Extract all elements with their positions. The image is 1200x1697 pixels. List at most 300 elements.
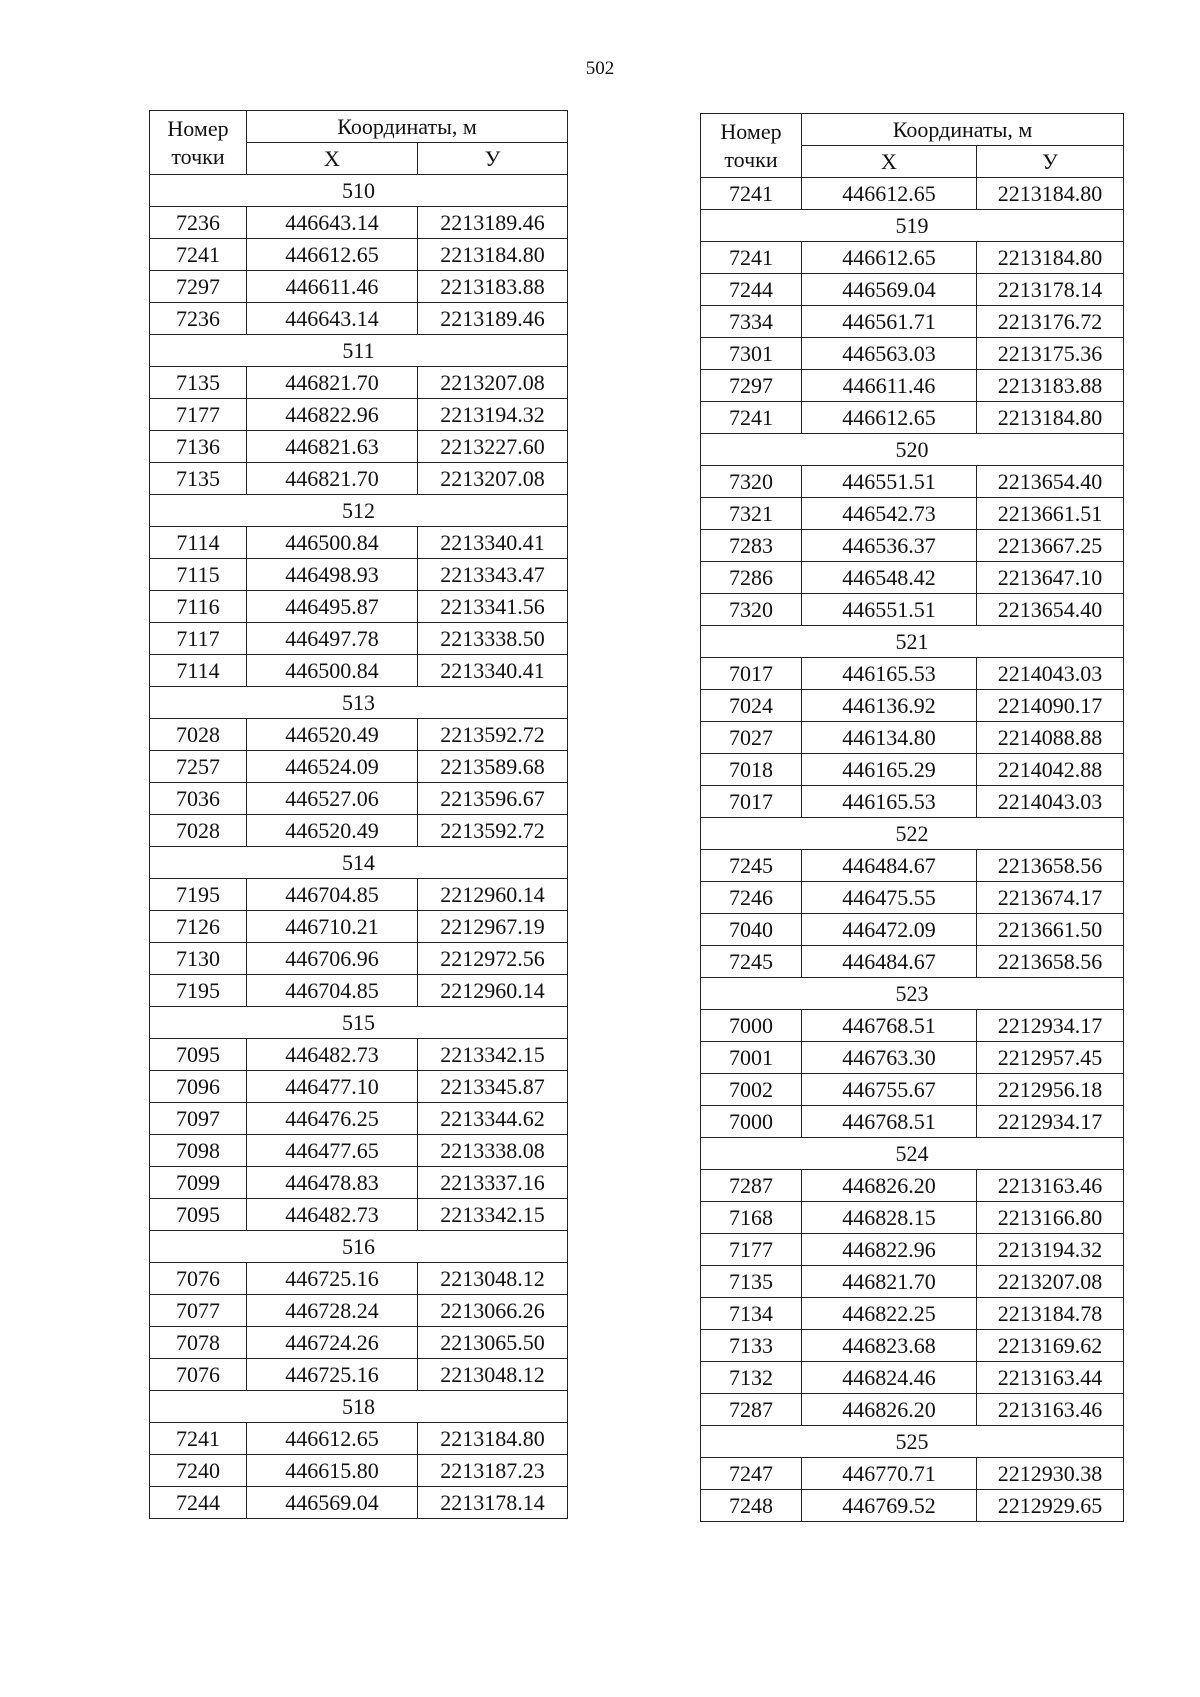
coordinates-table-left bbox=[149, 110, 568, 1519]
header-x: X bbox=[802, 146, 977, 178]
point-number-cell: 7241 bbox=[701, 242, 802, 274]
section-row bbox=[701, 978, 1124, 1010]
x-coordinate-cell: 446498.93 bbox=[247, 559, 418, 591]
x-coordinate-cell: 446768.51 bbox=[802, 1010, 977, 1042]
table-row bbox=[701, 850, 1124, 882]
table-row bbox=[701, 530, 1124, 562]
point-number-cell: 7114 bbox=[150, 527, 247, 559]
x-coordinate-cell: 446828.15 bbox=[802, 1202, 977, 1234]
point-number-cell: 7027 bbox=[701, 722, 802, 754]
y-coordinate-cell: 2213647.10 bbox=[977, 562, 1124, 594]
x-coordinate-cell: 446821.63 bbox=[247, 431, 418, 463]
x-coordinate-cell: 446477.10 bbox=[247, 1071, 418, 1103]
table-row bbox=[701, 1330, 1124, 1362]
point-number-cell: 7177 bbox=[701, 1234, 802, 1266]
table-row bbox=[701, 722, 1124, 754]
point-number-cell: 7177 bbox=[150, 399, 247, 431]
x-coordinate-cell: 446823.68 bbox=[802, 1330, 977, 1362]
y-coordinate-cell: 2213066.26 bbox=[418, 1295, 568, 1327]
table-row bbox=[150, 751, 568, 783]
point-number-cell: 7297 bbox=[150, 271, 247, 303]
y-coordinate-cell: 2214043.03 bbox=[977, 658, 1124, 690]
y-coordinate-cell: 2212956.18 bbox=[977, 1074, 1124, 1106]
x-coordinate-cell: 446520.49 bbox=[247, 719, 418, 751]
table-row bbox=[150, 463, 568, 495]
table-row bbox=[701, 466, 1124, 498]
table-row bbox=[701, 1362, 1124, 1394]
x-coordinate-cell: 446611.46 bbox=[802, 370, 977, 402]
table-row bbox=[701, 882, 1124, 914]
point-number-cell: 7244 bbox=[150, 1487, 247, 1519]
point-number-cell: 7334 bbox=[701, 306, 802, 338]
x-coordinate-cell: 446770.71 bbox=[802, 1458, 977, 1490]
section-number: 518 bbox=[150, 1391, 568, 1423]
section-number: 516 bbox=[150, 1231, 568, 1263]
point-number-cell: 7040 bbox=[701, 914, 802, 946]
point-number-cell: 7095 bbox=[150, 1039, 247, 1071]
table-row bbox=[150, 783, 568, 815]
point-number-cell: 7236 bbox=[150, 207, 247, 239]
table-row bbox=[701, 1234, 1124, 1266]
table-row bbox=[150, 559, 568, 591]
header-coordinates: Координаты, м bbox=[802, 114, 1124, 146]
y-coordinate-cell: 2212934.17 bbox=[977, 1010, 1124, 1042]
x-coordinate-cell: 446536.37 bbox=[802, 530, 977, 562]
table-row bbox=[701, 1010, 1124, 1042]
y-coordinate-cell: 2213342.15 bbox=[418, 1199, 568, 1231]
point-number-cell: 7320 bbox=[701, 466, 802, 498]
point-number-cell: 7168 bbox=[701, 1202, 802, 1234]
table-row bbox=[701, 562, 1124, 594]
table-row bbox=[150, 1071, 568, 1103]
section-row bbox=[701, 1138, 1124, 1170]
x-coordinate-cell: 446165.53 bbox=[802, 786, 977, 818]
section-row bbox=[701, 1426, 1124, 1458]
point-number-cell: 7241 bbox=[701, 178, 802, 210]
point-number-cell: 7257 bbox=[150, 751, 247, 783]
point-number-cell: 7115 bbox=[150, 559, 247, 591]
x-coordinate-cell: 446475.55 bbox=[802, 882, 977, 914]
section-number: 514 bbox=[150, 847, 568, 879]
y-coordinate-cell: 2213661.51 bbox=[977, 498, 1124, 530]
table-row bbox=[150, 1103, 568, 1135]
table-row bbox=[150, 879, 568, 911]
section-number: 515 bbox=[150, 1007, 568, 1039]
y-coordinate-cell: 2213589.68 bbox=[418, 751, 568, 783]
table-row bbox=[701, 946, 1124, 978]
x-coordinate-cell: 446165.53 bbox=[802, 658, 977, 690]
point-number-cell: 7241 bbox=[701, 402, 802, 434]
y-coordinate-cell: 2213661.50 bbox=[977, 914, 1124, 946]
y-coordinate-cell: 2213338.08 bbox=[418, 1135, 568, 1167]
point-number-cell: 7241 bbox=[150, 239, 247, 271]
x-coordinate-cell: 446704.85 bbox=[247, 879, 418, 911]
x-coordinate-cell: 446612.65 bbox=[802, 402, 977, 434]
table-row bbox=[150, 527, 568, 559]
x-coordinate-cell: 446763.30 bbox=[802, 1042, 977, 1074]
x-coordinate-cell: 446710.21 bbox=[247, 911, 418, 943]
section-row bbox=[150, 335, 568, 367]
y-coordinate-cell: 2213178.14 bbox=[418, 1487, 568, 1519]
table-row bbox=[150, 1423, 568, 1455]
y-coordinate-cell: 2212960.14 bbox=[418, 879, 568, 911]
point-number-cell: 7321 bbox=[701, 498, 802, 530]
y-coordinate-cell: 2213048.12 bbox=[418, 1359, 568, 1391]
x-coordinate-cell: 446612.65 bbox=[802, 178, 977, 210]
x-coordinate-cell: 446500.84 bbox=[247, 527, 418, 559]
table-row bbox=[150, 1487, 568, 1519]
section-number: 522 bbox=[701, 818, 1124, 850]
x-coordinate-cell: 446542.73 bbox=[802, 498, 977, 530]
x-coordinate-cell: 446569.04 bbox=[802, 274, 977, 306]
point-number-cell: 7000 bbox=[701, 1010, 802, 1042]
header-row bbox=[150, 111, 568, 143]
x-coordinate-cell: 446768.51 bbox=[802, 1106, 977, 1138]
table-row bbox=[150, 207, 568, 239]
x-coordinate-cell: 446482.73 bbox=[247, 1199, 418, 1231]
y-coordinate-cell: 2213654.40 bbox=[977, 466, 1124, 498]
table-row bbox=[150, 1135, 568, 1167]
x-coordinate-cell: 446495.87 bbox=[247, 591, 418, 623]
section-row bbox=[150, 847, 568, 879]
point-number-cell: 7076 bbox=[150, 1359, 247, 1391]
point-number-cell: 7287 bbox=[701, 1170, 802, 1202]
x-coordinate-cell: 446643.14 bbox=[247, 207, 418, 239]
x-coordinate-cell: 446769.52 bbox=[802, 1490, 977, 1522]
y-coordinate-cell: 2213184.78 bbox=[977, 1298, 1124, 1330]
x-coordinate-cell: 446548.42 bbox=[802, 562, 977, 594]
table-row bbox=[701, 1170, 1124, 1202]
section-row bbox=[701, 626, 1124, 658]
x-coordinate-cell: 446561.71 bbox=[802, 306, 977, 338]
y-coordinate-cell: 2213065.50 bbox=[418, 1327, 568, 1359]
point-number-cell: 7245 bbox=[701, 850, 802, 882]
table-row bbox=[150, 1263, 568, 1295]
y-coordinate-cell: 2213184.80 bbox=[977, 402, 1124, 434]
x-coordinate-cell: 446612.65 bbox=[247, 239, 418, 271]
y-coordinate-cell: 2213596.67 bbox=[418, 783, 568, 815]
x-coordinate-cell: 446611.46 bbox=[247, 271, 418, 303]
point-number-cell: 7098 bbox=[150, 1135, 247, 1167]
y-coordinate-cell: 2213658.56 bbox=[977, 850, 1124, 882]
table-row bbox=[701, 594, 1124, 626]
x-coordinate-cell: 446821.70 bbox=[802, 1266, 977, 1298]
header-x: X bbox=[247, 143, 418, 175]
table-row bbox=[150, 1359, 568, 1391]
table-row bbox=[150, 431, 568, 463]
x-coordinate-cell: 446472.09 bbox=[802, 914, 977, 946]
table-row bbox=[701, 178, 1124, 210]
point-number-cell: 7286 bbox=[701, 562, 802, 594]
y-coordinate-cell: 2213194.32 bbox=[977, 1234, 1124, 1266]
point-number-cell: 7246 bbox=[701, 882, 802, 914]
point-number-cell: 7236 bbox=[150, 303, 247, 335]
point-number-cell: 7077 bbox=[150, 1295, 247, 1327]
y-coordinate-cell: 2213163.46 bbox=[977, 1394, 1124, 1426]
x-coordinate-cell: 446821.70 bbox=[247, 463, 418, 495]
point-number-cell: 7133 bbox=[701, 1330, 802, 1362]
table-row bbox=[150, 367, 568, 399]
section-number: 510 bbox=[150, 175, 568, 207]
point-number-cell: 7096 bbox=[150, 1071, 247, 1103]
x-coordinate-cell: 446643.14 bbox=[247, 303, 418, 335]
table-row bbox=[150, 1295, 568, 1327]
y-coordinate-cell: 2213183.88 bbox=[418, 271, 568, 303]
table-row bbox=[701, 370, 1124, 402]
y-coordinate-cell: 2212972.56 bbox=[418, 943, 568, 975]
point-number-cell: 7241 bbox=[150, 1423, 247, 1455]
header-point-number: Номер точки bbox=[150, 111, 247, 175]
x-coordinate-cell: 446822.25 bbox=[802, 1298, 977, 1330]
y-coordinate-cell: 2213658.56 bbox=[977, 946, 1124, 978]
x-coordinate-cell: 446500.84 bbox=[247, 655, 418, 687]
point-number-cell: 7134 bbox=[701, 1298, 802, 1330]
y-coordinate-cell: 2213166.80 bbox=[977, 1202, 1124, 1234]
point-number-cell: 7001 bbox=[701, 1042, 802, 1074]
y-coordinate-cell: 2213163.46 bbox=[977, 1170, 1124, 1202]
y-coordinate-cell: 2212967.19 bbox=[418, 911, 568, 943]
x-coordinate-cell: 446569.04 bbox=[247, 1487, 418, 1519]
y-coordinate-cell: 2213227.60 bbox=[418, 431, 568, 463]
table-row bbox=[701, 1074, 1124, 1106]
y-coordinate-cell: 2213184.80 bbox=[977, 178, 1124, 210]
y-coordinate-cell: 2214088.88 bbox=[977, 722, 1124, 754]
section-row bbox=[701, 434, 1124, 466]
table-row bbox=[701, 402, 1124, 434]
table-row bbox=[701, 1042, 1124, 1074]
table-row bbox=[150, 271, 568, 303]
x-coordinate-cell: 446706.96 bbox=[247, 943, 418, 975]
table-row bbox=[150, 623, 568, 655]
table-row bbox=[701, 498, 1124, 530]
point-number-cell: 7195 bbox=[150, 879, 247, 911]
table-row bbox=[701, 1266, 1124, 1298]
x-coordinate-cell: 446497.78 bbox=[247, 623, 418, 655]
table-row bbox=[701, 1202, 1124, 1234]
table-row bbox=[701, 338, 1124, 370]
x-coordinate-cell: 446520.49 bbox=[247, 815, 418, 847]
point-number-cell: 7132 bbox=[701, 1362, 802, 1394]
x-coordinate-cell: 446563.03 bbox=[802, 338, 977, 370]
table-row bbox=[150, 1455, 568, 1487]
x-coordinate-cell: 446612.65 bbox=[802, 242, 977, 274]
section-row bbox=[150, 495, 568, 527]
x-coordinate-cell: 446484.67 bbox=[802, 850, 977, 882]
table-row bbox=[150, 975, 568, 1007]
x-coordinate-cell: 446821.70 bbox=[247, 367, 418, 399]
table-row bbox=[701, 658, 1124, 690]
x-coordinate-cell: 446477.65 bbox=[247, 1135, 418, 1167]
x-coordinate-cell: 446615.80 bbox=[247, 1455, 418, 1487]
point-number-cell: 7136 bbox=[150, 431, 247, 463]
y-coordinate-cell: 2213343.47 bbox=[418, 559, 568, 591]
point-number-cell: 7097 bbox=[150, 1103, 247, 1135]
table-row bbox=[701, 306, 1124, 338]
point-number-cell: 7287 bbox=[701, 1394, 802, 1426]
table-row bbox=[150, 1039, 568, 1071]
point-number-cell: 7028 bbox=[150, 719, 247, 751]
x-coordinate-cell: 446551.51 bbox=[802, 594, 977, 626]
x-coordinate-cell: 446826.20 bbox=[802, 1170, 977, 1202]
coordinates-table-right bbox=[700, 113, 1124, 1522]
x-coordinate-cell: 446136.92 bbox=[802, 690, 977, 722]
y-coordinate-cell: 2213340.41 bbox=[418, 527, 568, 559]
x-coordinate-cell: 446724.26 bbox=[247, 1327, 418, 1359]
table-row bbox=[701, 1490, 1124, 1522]
y-coordinate-cell: 2213342.15 bbox=[418, 1039, 568, 1071]
table-row bbox=[150, 239, 568, 271]
x-coordinate-cell: 446476.25 bbox=[247, 1103, 418, 1135]
y-coordinate-cell: 2213344.62 bbox=[418, 1103, 568, 1135]
x-coordinate-cell: 446704.85 bbox=[247, 975, 418, 1007]
table-row bbox=[150, 1199, 568, 1231]
table-row bbox=[150, 591, 568, 623]
table-row bbox=[150, 815, 568, 847]
point-number-cell: 7017 bbox=[701, 658, 802, 690]
y-coordinate-cell: 2213674.17 bbox=[977, 882, 1124, 914]
point-number-cell: 7017 bbox=[701, 786, 802, 818]
x-coordinate-cell: 446824.46 bbox=[802, 1362, 977, 1394]
x-coordinate-cell: 446551.51 bbox=[802, 466, 977, 498]
section-number: 513 bbox=[150, 687, 568, 719]
point-number-cell: 7195 bbox=[150, 975, 247, 1007]
x-coordinate-cell: 446725.16 bbox=[247, 1263, 418, 1295]
y-coordinate-cell: 2213207.08 bbox=[418, 367, 568, 399]
point-number-cell: 7095 bbox=[150, 1199, 247, 1231]
y-coordinate-cell: 2213189.46 bbox=[418, 207, 568, 239]
table-row bbox=[150, 719, 568, 751]
point-number-cell: 7099 bbox=[150, 1167, 247, 1199]
point-number-cell: 7297 bbox=[701, 370, 802, 402]
y-coordinate-cell: 2213184.80 bbox=[418, 239, 568, 271]
y-coordinate-cell: 2213048.12 bbox=[418, 1263, 568, 1295]
point-number-cell: 7002 bbox=[701, 1074, 802, 1106]
y-coordinate-cell: 2213207.08 bbox=[977, 1266, 1124, 1298]
section-row bbox=[150, 1391, 568, 1423]
y-coordinate-cell: 2213592.72 bbox=[418, 815, 568, 847]
point-number-cell: 7135 bbox=[701, 1266, 802, 1298]
point-number-cell: 7076 bbox=[150, 1263, 247, 1295]
section-row bbox=[701, 210, 1124, 242]
y-coordinate-cell: 2213207.08 bbox=[418, 463, 568, 495]
y-coordinate-cell: 2213194.32 bbox=[418, 399, 568, 431]
section-row bbox=[150, 1007, 568, 1039]
section-number: 521 bbox=[701, 626, 1124, 658]
table-row bbox=[701, 914, 1124, 946]
y-coordinate-cell: 2213341.56 bbox=[418, 591, 568, 623]
y-coordinate-cell: 2214090.17 bbox=[977, 690, 1124, 722]
y-coordinate-cell: 2213169.62 bbox=[977, 1330, 1124, 1362]
table-row bbox=[701, 690, 1124, 722]
x-coordinate-cell: 446482.73 bbox=[247, 1039, 418, 1071]
point-number-cell: 7301 bbox=[701, 338, 802, 370]
section-row bbox=[701, 818, 1124, 850]
x-coordinate-cell: 446728.24 bbox=[247, 1295, 418, 1327]
table-row bbox=[701, 242, 1124, 274]
table-row bbox=[701, 1458, 1124, 1490]
table-row bbox=[150, 303, 568, 335]
y-coordinate-cell: 2213184.80 bbox=[977, 242, 1124, 274]
y-coordinate-cell: 2212934.17 bbox=[977, 1106, 1124, 1138]
point-number-cell: 7244 bbox=[701, 274, 802, 306]
y-coordinate-cell: 2213338.50 bbox=[418, 623, 568, 655]
section-number: 525 bbox=[701, 1426, 1124, 1458]
y-coordinate-cell: 2212929.65 bbox=[977, 1490, 1124, 1522]
x-coordinate-cell: 446527.06 bbox=[247, 783, 418, 815]
point-number-cell: 7320 bbox=[701, 594, 802, 626]
point-number-cell: 7283 bbox=[701, 530, 802, 562]
section-number: 512 bbox=[150, 495, 568, 527]
table-body-right bbox=[701, 178, 1124, 1522]
y-coordinate-cell: 2214043.03 bbox=[977, 786, 1124, 818]
point-number-cell: 7240 bbox=[150, 1455, 247, 1487]
header-y: У bbox=[977, 146, 1124, 178]
x-coordinate-cell: 446612.65 bbox=[247, 1423, 418, 1455]
y-coordinate-cell: 2212960.14 bbox=[418, 975, 568, 1007]
table-row bbox=[701, 786, 1124, 818]
y-coordinate-cell: 2213175.36 bbox=[977, 338, 1124, 370]
point-number-cell: 7000 bbox=[701, 1106, 802, 1138]
y-coordinate-cell: 2214042.88 bbox=[977, 754, 1124, 786]
y-coordinate-cell: 2212930.38 bbox=[977, 1458, 1124, 1490]
header-row bbox=[701, 114, 1124, 146]
table-row bbox=[701, 1106, 1124, 1138]
table-row bbox=[701, 1298, 1124, 1330]
x-coordinate-cell: 446478.83 bbox=[247, 1167, 418, 1199]
x-coordinate-cell: 446725.16 bbox=[247, 1359, 418, 1391]
section-row bbox=[150, 175, 568, 207]
x-coordinate-cell: 446822.96 bbox=[247, 399, 418, 431]
table-row bbox=[701, 754, 1124, 786]
x-coordinate-cell: 446755.67 bbox=[802, 1074, 977, 1106]
section-row bbox=[150, 687, 568, 719]
table-row bbox=[150, 399, 568, 431]
x-coordinate-cell: 446134.80 bbox=[802, 722, 977, 754]
point-number-cell: 7130 bbox=[150, 943, 247, 975]
table-row bbox=[150, 655, 568, 687]
point-number-cell: 7117 bbox=[150, 623, 247, 655]
x-coordinate-cell: 446826.20 bbox=[802, 1394, 977, 1426]
table-body-left bbox=[150, 175, 568, 1519]
header-point-number: Номер точки bbox=[701, 114, 802, 178]
point-number-cell: 7018 bbox=[701, 754, 802, 786]
x-coordinate-cell: 446524.09 bbox=[247, 751, 418, 783]
point-number-cell: 7036 bbox=[150, 783, 247, 815]
y-coordinate-cell: 2213184.80 bbox=[418, 1423, 568, 1455]
x-coordinate-cell: 446165.29 bbox=[802, 754, 977, 786]
y-coordinate-cell: 2213654.40 bbox=[977, 594, 1124, 626]
section-number: 523 bbox=[701, 978, 1124, 1010]
section-number: 524 bbox=[701, 1138, 1124, 1170]
table-row bbox=[150, 1327, 568, 1359]
y-coordinate-cell: 2213163.44 bbox=[977, 1362, 1124, 1394]
table-row bbox=[150, 943, 568, 975]
x-coordinate-cell: 446484.67 bbox=[802, 946, 977, 978]
y-coordinate-cell: 2213183.88 bbox=[977, 370, 1124, 402]
point-number-cell: 7116 bbox=[150, 591, 247, 623]
y-coordinate-cell: 2213178.14 bbox=[977, 274, 1124, 306]
point-number-cell: 7245 bbox=[701, 946, 802, 978]
section-number: 519 bbox=[701, 210, 1124, 242]
y-coordinate-cell: 2213345.87 bbox=[418, 1071, 568, 1103]
point-number-cell: 7114 bbox=[150, 655, 247, 687]
y-coordinate-cell: 2213187.23 bbox=[418, 1455, 568, 1487]
point-number-cell: 7024 bbox=[701, 690, 802, 722]
y-coordinate-cell: 2213337.16 bbox=[418, 1167, 568, 1199]
point-number-cell: 7078 bbox=[150, 1327, 247, 1359]
x-coordinate-cell: 446822.96 bbox=[802, 1234, 977, 1266]
header-coordinates: Координаты, м bbox=[247, 111, 568, 143]
